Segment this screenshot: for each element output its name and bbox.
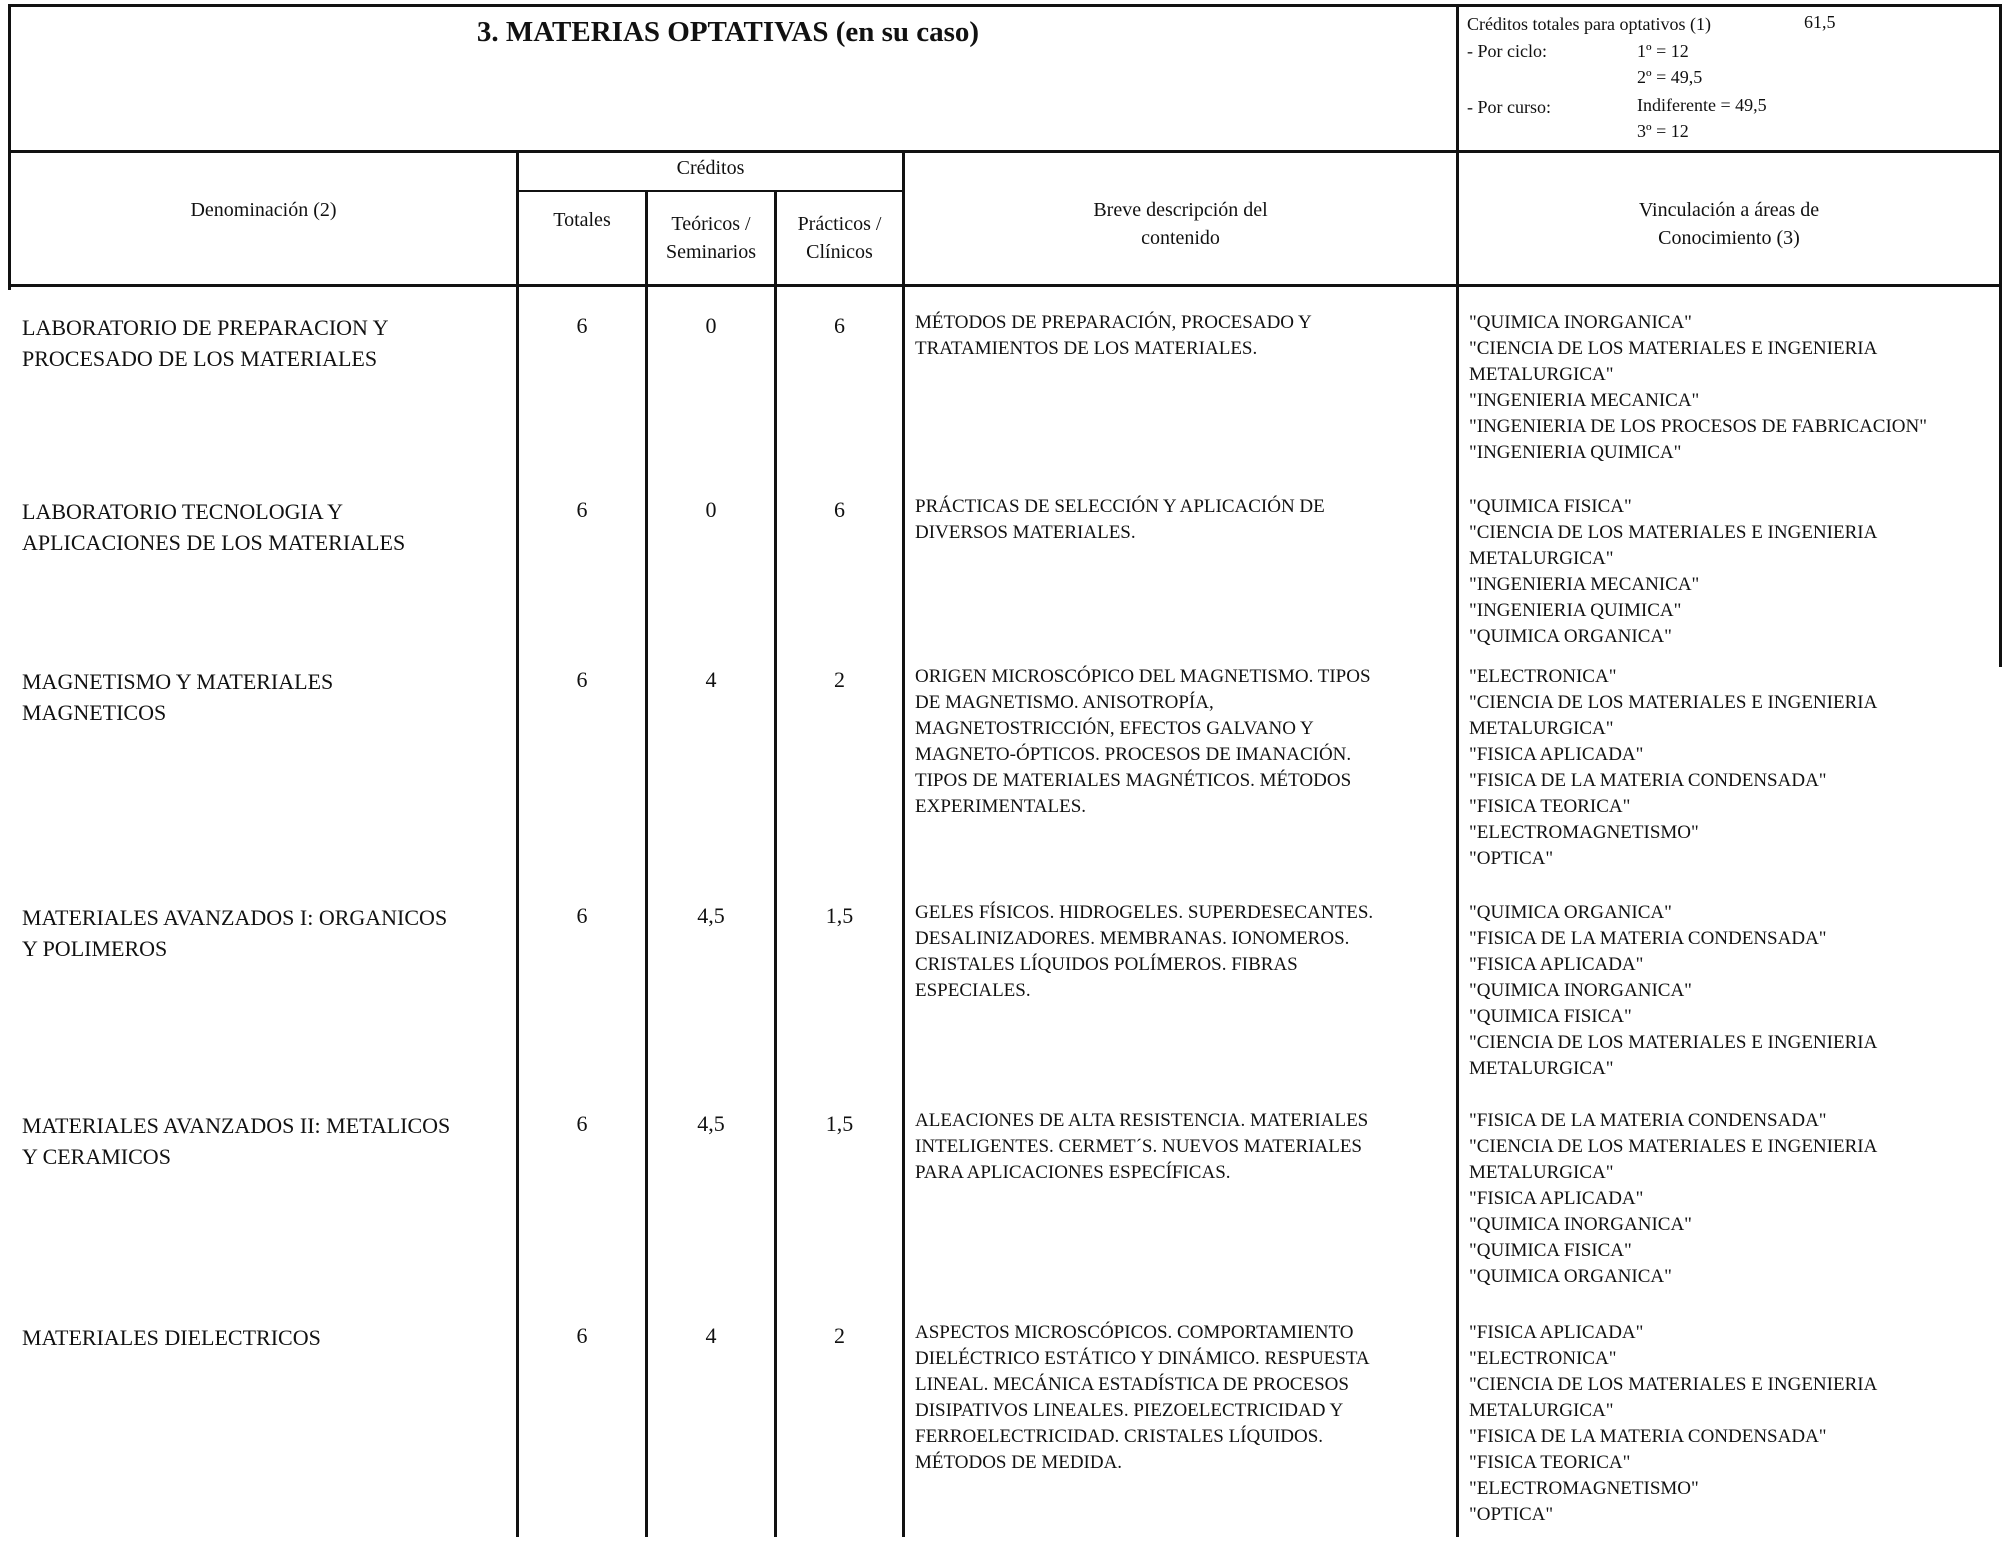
row-teoricos: 0 — [705, 313, 717, 338]
row-totales: 6 — [576, 1323, 588, 1348]
row-totales: 6 — [576, 903, 588, 928]
header-vinculacion: Vinculación a áreas de Conocimiento (3) — [1638, 199, 1820, 249]
row-descripcion: ALEACIONES DE ALTA RESISTENCIA. MATERIALES INTELIGENTES. CERMET´S. NUEVOS MATERIALES PARA APLICACIONES ESPECÍFICAS. — [915, 1110, 1369, 1183]
row-denominacion: LABORATORIO TECNOLOGIA Y APLICACIONES DE LOS MATERIALES — [22, 499, 406, 555]
row-areas: "QUIMICA INORGANICA" "CIENCIA DE LOS MATERIALES E INGENIERIA METALURGICA" "INGENIERIA MECANICA" "INGENIERIA DE LOS PROCESOS DE FABRICACION" "INGENIERIA QUIMICA" — [1469, 312, 1927, 463]
row-teoricos: 0 — [705, 497, 717, 522]
row-descripcion: ASPECTOS MICROSCÓPICOS. COMPORTAMIENTO DIELÉCTRICO ESTÁTICO Y DINÁMICO. RESPUESTA LINEAL. MECÁNICA ESTADÍSTICA DE PROCESOS DISIPATIVOS LINEALES. PIEZOELECTRICIDAD Y FERROELECTRICIDAD. CRISTALES LÍQUIDOS. MÉTODOS DE MEDIDA. — [915, 1322, 1370, 1473]
row-practicos: 1,5 — [825, 1111, 854, 1136]
credits-total-label: Créditos totales para optativos (1) — [1467, 14, 1711, 34]
row-practicos: 6 — [834, 313, 845, 338]
row-totales: 6 — [576, 667, 588, 692]
row-descripcion: GELES FÍSICOS. HIDROGELES. SUPERDESECANTES. DESALINIZADORES. MEMBRANAS. IONOMEROS. CRISTALES LÍQUIDOS POLÍMEROS. FIBRAS ESPECIALES. — [915, 902, 1374, 1001]
rule — [8, 150, 2002, 153]
row-areas: "ELECTRONICA" "CIENCIA DE LOS MATERIALES E INGENIERIA METALURGICA" "FISICA APLICADA" "FISICA DE LA MATERIA CONDENSADA" "FISICA TEORICA" "ELECTROMAGNETISMO" "OPTICA" — [1469, 666, 1878, 869]
header-practicos: Prácticos / Clínicos — [797, 213, 882, 263]
row-teoricos: 4 — [705, 1323, 717, 1348]
rule — [8, 4, 2002, 7]
row-totales: 6 — [576, 1111, 588, 1136]
row-areas: "QUIMICA FISICA" "CIENCIA DE LOS MATERIALES E INGENIERIA METALURGICA" "INGENIERIA MECANICA" "INGENIERIA QUIMICA" "QUIMICA ORGANICA" — [1469, 496, 1878, 647]
header-denominacion: Denominación (2) — [190, 199, 337, 221]
row-practicos: 6 — [834, 497, 845, 522]
page-title: 3. MATERIAS OPTATIVAS (en su caso) — [476, 16, 980, 48]
row-descripcion: MÉTODOS DE PREPARACIÓN, PROCESADO Y TRATAMIENTOS DE LOS MATERIALES. — [915, 312, 1312, 359]
header-teoricos: Teóricos / Seminarios — [666, 213, 756, 263]
row-descripcion: ORIGEN MICROSCÓPICO DEL MAGNETISMO. TIPOS DE MAGNETISMO. ANISOTROPÍA, MAGNETOSTRICCIÓN, EFECTOS GALVANO Y MAGNETO-ÓPTICOS. PROCESOS DE IMANACIÓN. TIPOS DE MATERIALES MAGNÉTICOS. MÉTODOS EXPERIMENTALES. — [915, 666, 1371, 817]
row-denominacion: MATERIALES AVANZADOS II: METALICOS Y CERAMICOS — [22, 1113, 451, 1169]
row-denominacion: MATERIALES AVANZADOS I: ORGANICOS Y POLIMEROS — [22, 905, 448, 961]
header-descripcion: Breve descripción del contenido — [1093, 199, 1268, 249]
row-teoricos: 4,5 — [697, 1111, 725, 1136]
rule — [902, 287, 905, 1537]
por-curso-label: - Por curso: — [1467, 97, 1551, 117]
row-practicos: 1,5 — [825, 903, 854, 928]
por-ciclo-label: - Por ciclo: — [1467, 41, 1547, 61]
row-areas: "FISICA APLICADA" "ELECTRONICA" "CIENCIA DE LOS MATERIALES E INGENIERIA METALURGICA" "FISICA DE LA MATERIA CONDENSADA" "FISICA TEORICA" "ELECTROMAGNETISMO" "OPTICA" — [1469, 1322, 1878, 1525]
curso-indiferente-value: Indiferente = 49,5 — [1637, 95, 1767, 115]
ciclo-2-value: 2º = 49,5 — [1637, 67, 1703, 87]
rule — [516, 190, 904, 192]
row-areas: "QUIMICA ORGANICA" "FISICA DE LA MATERIA CONDENSADA" "FISICA APLICADA" "QUIMICA INORGANICA" "QUIMICA FISICA" "CIENCIA DE LOS MATERIALES E INGENIERIA METALURGICA" — [1469, 902, 1878, 1079]
row-totales: 6 — [576, 497, 588, 522]
rule — [8, 284, 2002, 287]
row-denominacion: LABORATORIO DE PREPARACION Y PROCESADO DE LOS MATERIALES — [22, 315, 389, 371]
header-creditos: Créditos — [676, 157, 745, 179]
row-practicos: 2 — [834, 1323, 845, 1348]
row-teoricos: 4,5 — [697, 903, 725, 928]
credits-total-value: 61,5 — [1804, 12, 1836, 32]
row-areas: "FISICA DE LA MATERIA CONDENSADA" "CIENCIA DE LOS MATERIALES E INGENIERIA METALURGICA" "FISICA APLICADA" "QUIMICA INORGANICA" "QUIMICA FISICA" "QUIMICA ORGANICA" — [1469, 1110, 1878, 1287]
rule — [1999, 287, 2002, 667]
header-totales: Totales — [553, 209, 611, 231]
row-practicos: 2 — [834, 667, 845, 692]
rule — [1999, 4, 2002, 290]
ciclo-1-value: 1º = 12 — [1637, 41, 1689, 61]
curso-3-value: 3º = 12 — [1637, 121, 1689, 141]
row-denominacion: MATERIALES DIELECTRICOS — [22, 1325, 321, 1350]
row-descripcion: PRÁCTICAS DE SELECCIÓN Y APLICACIÓN DE DIVERSOS MATERIALES. — [915, 496, 1325, 543]
row-denominacion: MAGNETISMO Y MATERIALES MAGNETICOS — [22, 669, 334, 725]
row-totales: 6 — [576, 313, 588, 338]
row-teoricos: 4 — [705, 667, 717, 692]
rule — [1456, 287, 1459, 1537]
